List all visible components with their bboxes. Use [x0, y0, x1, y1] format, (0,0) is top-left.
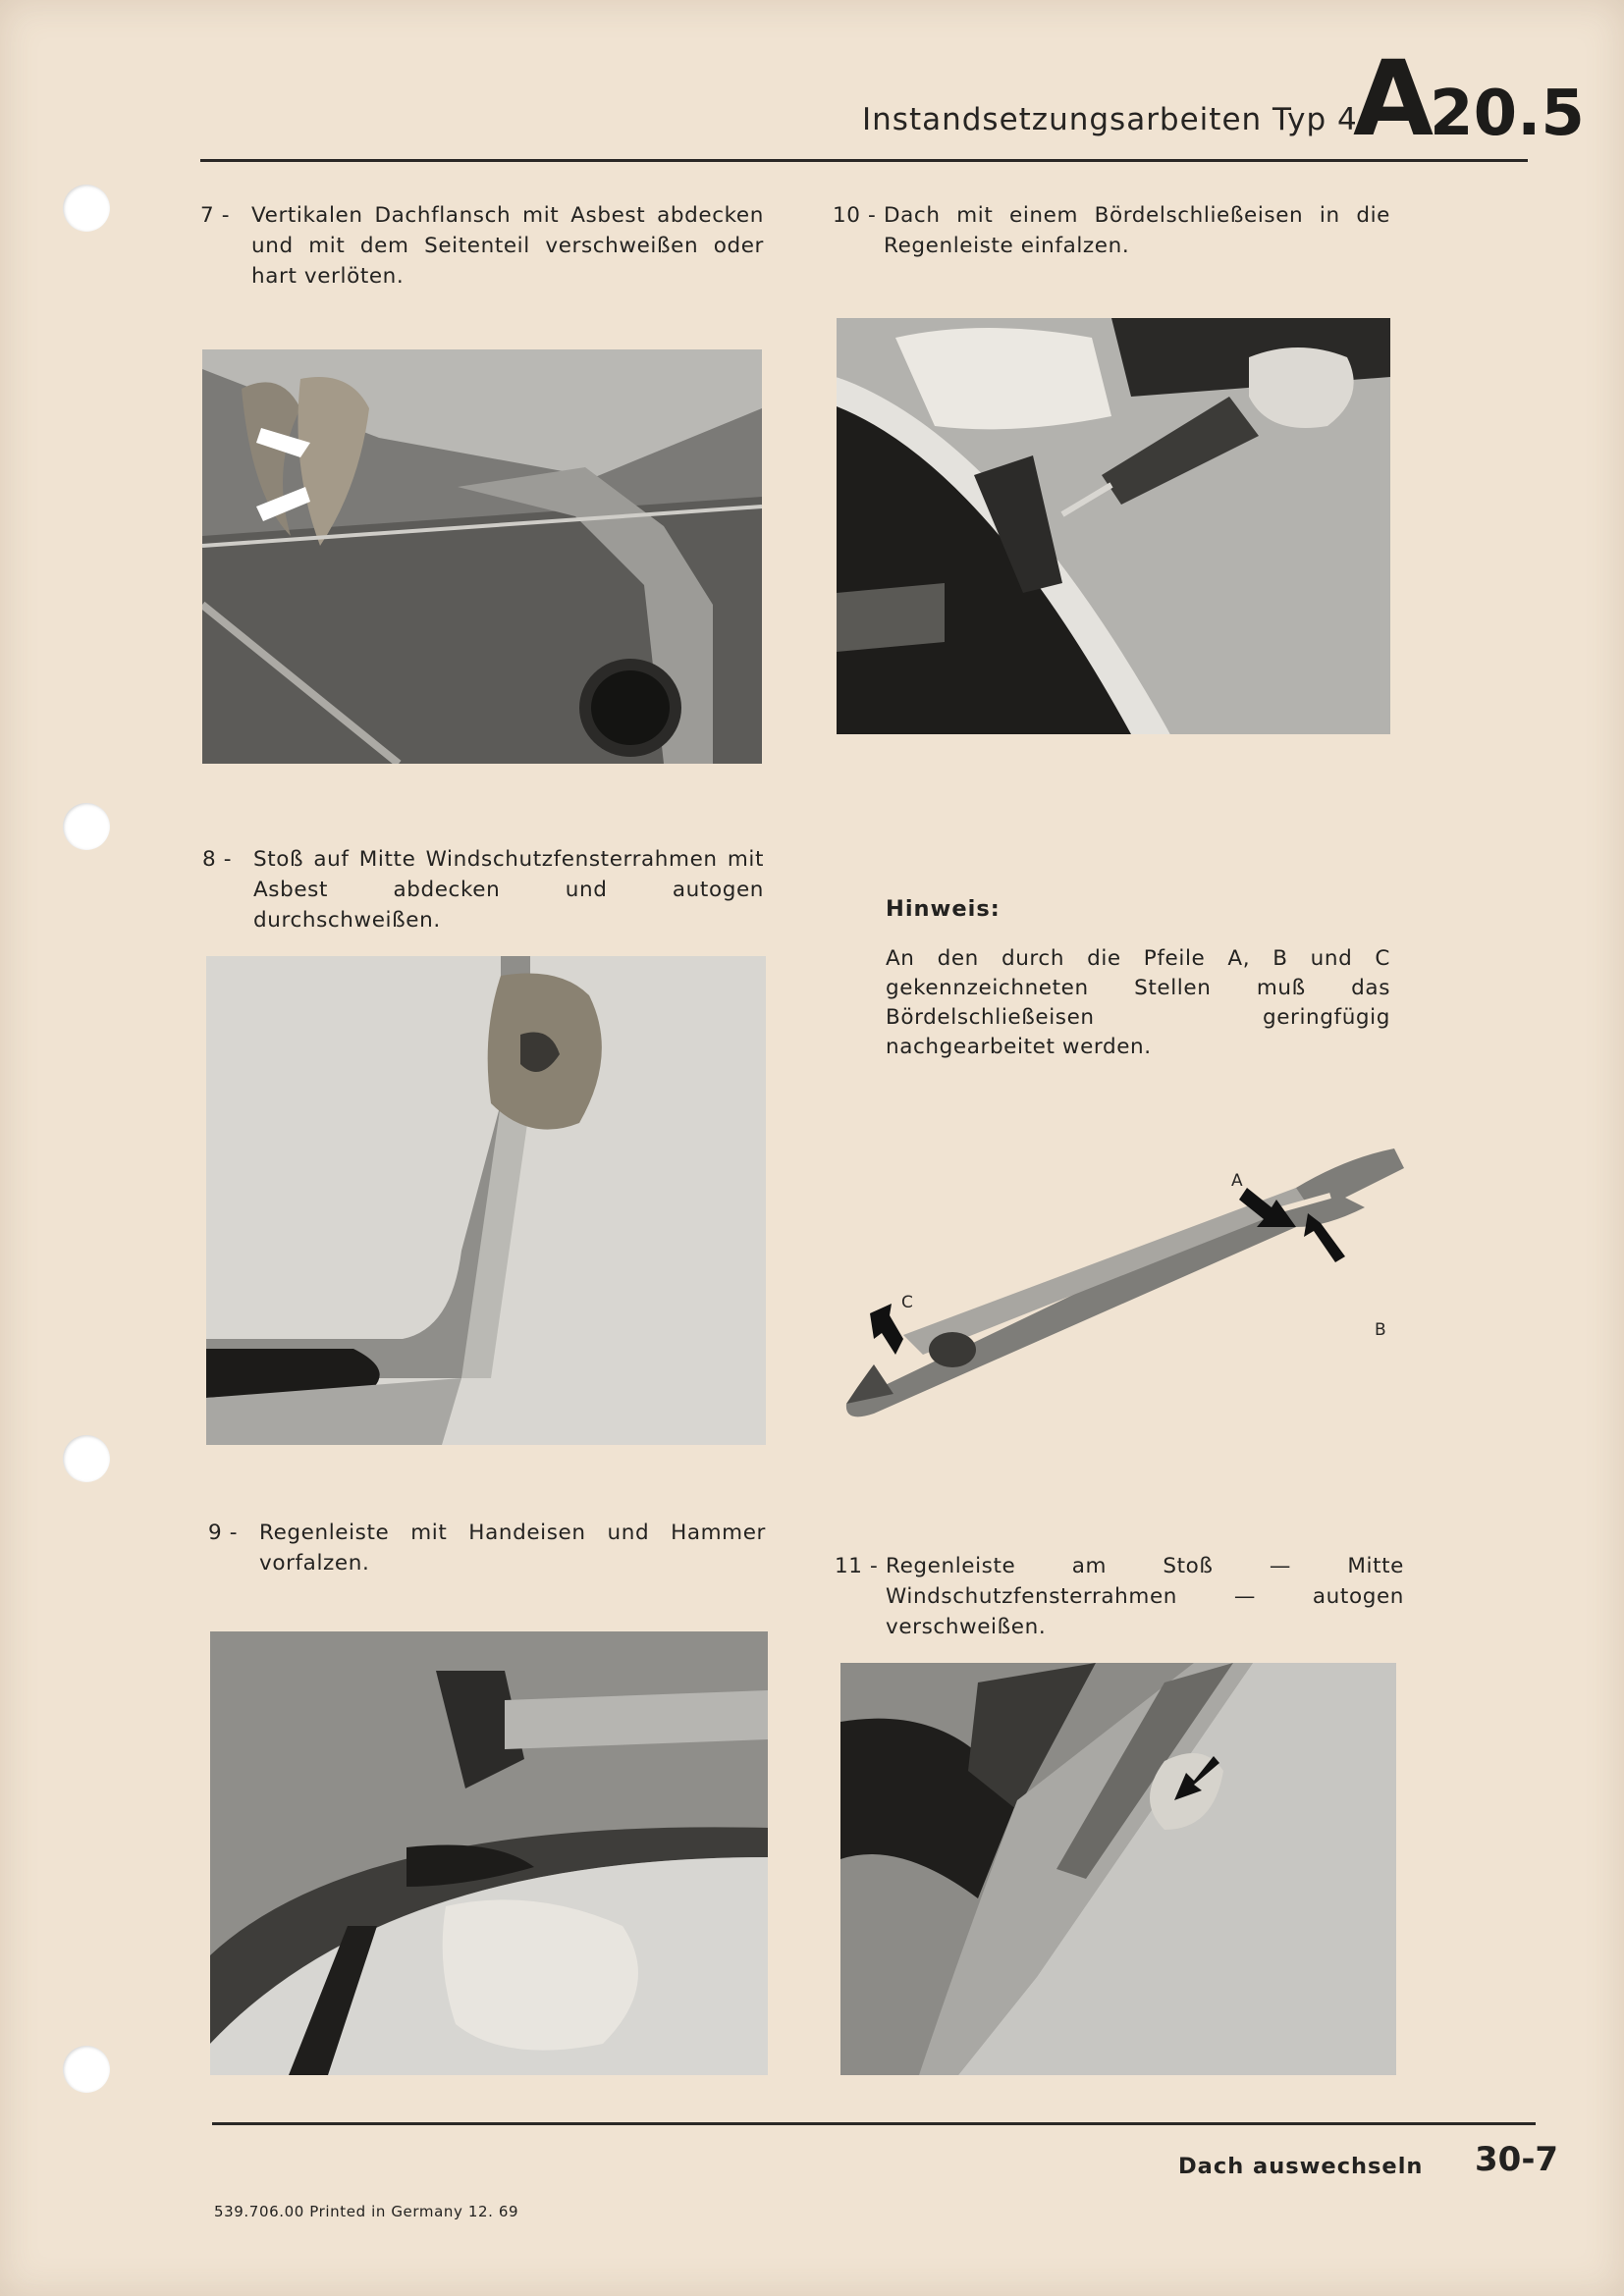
tool-illustration	[835, 1109, 1424, 1423]
section-code	[1353, 38, 1585, 159]
arrow-label-a: A	[1231, 1171, 1243, 1191]
step-number: 9 -	[208, 1521, 239, 1545]
page-title: Instandsetzungsarbeiten Typ 4	[862, 102, 1358, 137]
page-number: 30-7	[1475, 2140, 1559, 2179]
punch-hole	[63, 185, 110, 232]
punch-hole	[63, 2046, 110, 2093]
step-number: 11 -	[835, 1554, 879, 1578]
step-description: Stoß auf Mitte Windschutzfensterrahmen mit Asbest abdecken und autogen durchschweißen.	[253, 847, 764, 933]
step-7	[200, 200, 764, 292]
step-description: Dach mit einem Bördelschließeisen in die Regenleiste einfalzen.	[884, 203, 1390, 258]
footer-divider	[212, 2122, 1536, 2125]
step-11	[835, 1551, 1404, 1642]
step-number: 7 -	[200, 203, 231, 228]
photo-step-7	[202, 349, 762, 764]
arrow-label-b: B	[1375, 1320, 1386, 1340]
step-8	[202, 844, 764, 935]
step-description: Regenleiste mit Handeisen und Hammer vorfalzen.	[259, 1521, 766, 1575]
punch-hole	[63, 1435, 110, 1482]
section-code-number: 20.5	[1430, 78, 1585, 150]
photo-step-9	[210, 1631, 768, 2075]
step-number: 8 -	[202, 847, 233, 872]
step-10	[833, 200, 1390, 261]
note-text: An den durch die Pfeile A, B und C gekennzeichneten Stellen muß das Bördelschließeisen geringfügig nachgearbeitet werden.	[886, 946, 1390, 1059]
photo-step-10	[837, 318, 1390, 734]
photo-step-8	[206, 956, 766, 1445]
print-info: 539.706.00 Printed in Germany 12. 69	[214, 2203, 519, 2220]
arrow-label-c: C	[901, 1293, 913, 1312]
header-divider	[200, 159, 1528, 162]
note-title: Hinweis:	[886, 896, 1001, 922]
photo-step-11	[840, 1663, 1396, 2075]
step-description: Vertikalen Dachflansch mit Asbest abdecken und mit dem Seitenteil verschweißen oder hart verlöten.	[251, 203, 764, 289]
footer-section-title: Dach auswechseln	[1178, 2154, 1424, 2179]
step-9	[208, 1518, 766, 1578]
step-number: 10 -	[833, 203, 877, 228]
section-code-letter: A	[1353, 38, 1431, 159]
punch-hole	[63, 803, 110, 850]
step-description: Regenleiste am Stoß — Mitte Windschutzfensterrahmen — autogen verschweißen.	[886, 1554, 1404, 1639]
